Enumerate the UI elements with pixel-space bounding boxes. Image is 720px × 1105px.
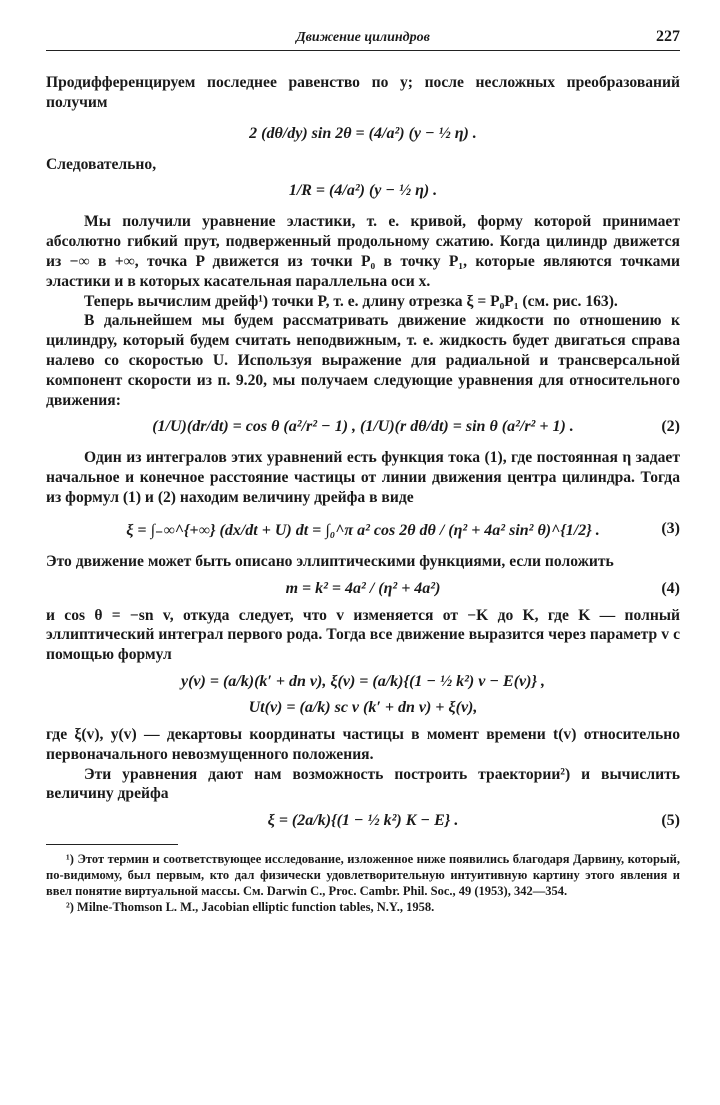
equation-7 — [46, 812, 680, 830]
equation-3-number: (2) — [661, 418, 680, 436]
equation-6a: y(v) = (a/k)(k′ + dn v), ξ(v) = (a/k){(1 − ½ k²) v − E(v)} , — [180, 672, 546, 690]
paragraph-4: Теперь вычислим дрейф¹) точки P, т. е. длину отрезка ξ = P₀P₁ (см. рис. 163). — [84, 292, 618, 310]
footnote-1 — [46, 851, 680, 899]
equation-4-number: (3) — [661, 519, 680, 537]
equation-5-body: m = k² = 4a² / (η² + 4a²) — [285, 579, 441, 597]
footnote-1-text: Этот термин и соответствующее исследование, изложенное ниже появились благодаря Дарвину, который, по-видимому, был первым, кто дал физически удовлетворительную интуитивную картину этого явления и ввел понятие виртуальной массы. См. Darwin C., Proc. Cambr. Phil. Soc., 49 (1953), 342—354. — [46, 852, 681, 899]
equation-5-number: (4) — [661, 579, 680, 597]
equation-3 — [46, 418, 680, 436]
running-header — [46, 26, 680, 51]
running-title: Движение цилиндров — [296, 30, 430, 45]
paragraph-7: Это движение может быть описано эллиптическими функциями, если положить — [46, 552, 614, 570]
equation-7-body: ξ = (2a/k){(1 − ½ k²) K − E} . — [267, 812, 459, 830]
equation-7-number: (5) — [661, 812, 680, 830]
paragraph-5: В дальнейшем мы будем рассматривать движение жидкости по отношению к цилиндру, который будем считать неподвижным, т. е. жидкость будет двигаться справа налево со скоростью U. Используя выражение для радиальной и трансверсальной компонент скорости из п. 9.20, мы получаем следующие уравнения для относительного движения: — [46, 312, 680, 409]
paragraph-1: Продифференцируем последнее равенство по y; после несложных преобразований получим — [46, 74, 680, 111]
equation-4-body: ξ = ∫₋∞^{+∞} (dx/dt + U) dt = ∫₀^π a² cos 2θ dθ / (η² + 4a² sin² θ)^{1/2} . — [126, 521, 600, 539]
paragraph-6: Один из интегралов этих уравнений есть функция тока (1), где постоянная η задает начальное и конечное расстояние частицы от линии движения центра цилиндра. Тогда из формул (1) и (2) находим величину дрейфа в виде — [46, 449, 680, 506]
page-number: 227 — [656, 28, 680, 45]
page — [46, 26, 680, 915]
footnote-rule — [46, 844, 178, 845]
equation-1: 2 (dθ/dy) sin 2θ = (4/a²) (y − ½ η) . — [249, 124, 477, 142]
footnote-2 — [46, 899, 680, 915]
paragraph-8: и cos θ = −sn v, откуда следует, что v изменяется от −K до K, где K — полный эллиптический интеграл первого рода. Тогда все движение выразится через параметр v с помощью формул — [46, 606, 680, 664]
footnote-2-mark: ²) — [66, 900, 74, 915]
equation-4 — [46, 520, 680, 540]
equation-5 — [46, 580, 680, 598]
paragraph-3: Мы получили уравнение эластики, т. е. кривой, форму которой принимает абсолютно гибкий прут, подверженный продольному сжатию. Когда цилиндр движется из −∞ в +∞, точка P движется из точки P₀ в точку P₁, которые являются точками эластики и в которых касательная параллельна оси x. — [46, 213, 680, 290]
paragraph-2: Следовательно, — [46, 155, 157, 173]
paragraph-10: Эти уравнения дают нам возможность построить траектории²) и вычислить величину дрейфа — [46, 765, 680, 803]
footnote-2-text: Milne-Thomson L. M., Jacobian elliptic function tables, N.Y., 1958. — [77, 900, 435, 915]
footnote-1-mark: ¹) — [66, 852, 74, 867]
equation-6b: Ut(v) = (a/k) sc v (k′ + dn v) + ξ(v), — [248, 698, 478, 716]
equation-3-body: (1/U)(dr/dt) = cos θ (a²/r² − 1) , (1/U)(r dθ/dt) = sin θ (a²/r² + 1) . — [152, 418, 574, 436]
equation-2: 1/R = (4/a²) (y − ½ η) . — [288, 182, 438, 200]
paragraph-9: где ξ(v), y(v) — декартовы координаты частицы в момент времени t(v) относительно первоначального невозмущенного положения. — [46, 725, 680, 763]
